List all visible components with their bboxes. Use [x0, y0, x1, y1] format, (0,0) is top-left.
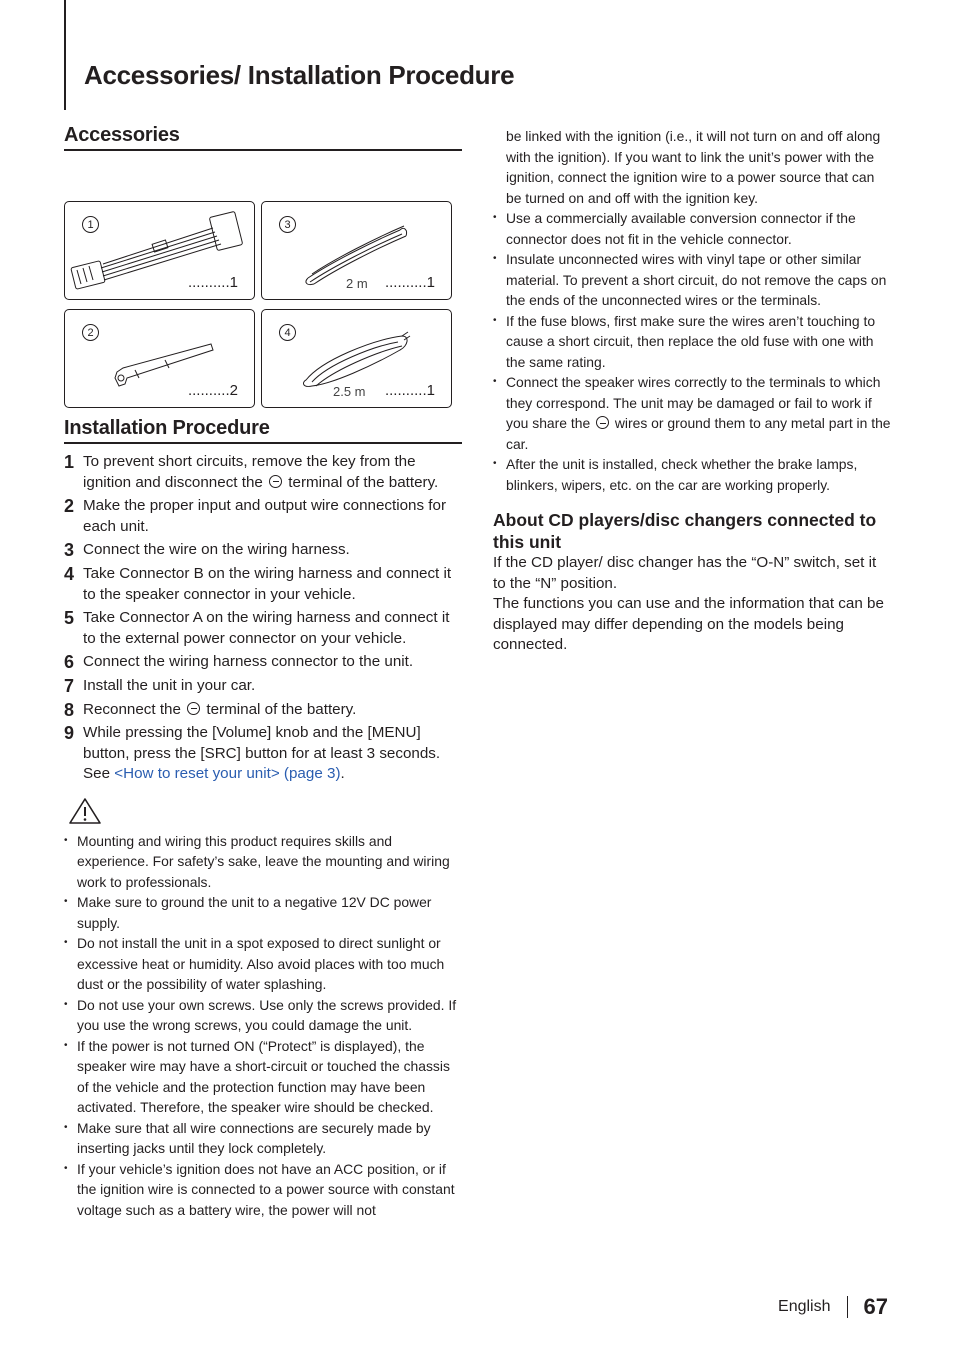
caution-note: • Mounting and wiring this product requires skills and experience. For safety’s sake, leave the mounting and wiring work to professionals. [64, 831, 462, 893]
step-number: 9 [64, 723, 75, 744]
left-column [64, 124, 462, 1220]
caution-note: • Do not use your own screws. Use only the screws provided. If you use the wrong screws, you could damage the unit. [64, 995, 462, 1036]
accessory-item-2 [64, 309, 255, 408]
caution-note: • Insulate unconnected wires with vinyl tape or other similar material. To prevent a short circuit, do not remove the caps on the ends of the unconnected wires or the terminals. [493, 249, 893, 311]
step-text: Install the unit in your car. [83, 676, 256, 694]
step-7 [64, 676, 462, 697]
accessory-number: 3 [279, 216, 296, 233]
footer-divider [847, 1296, 848, 1318]
caution-notes-right [493, 126, 893, 495]
caution-note: • Use a commercially available conversion connector if the connector does not fit in the vehicle connector. [493, 208, 893, 249]
note-text-part: wires or ground them to any metal part in the car. [506, 415, 891, 452]
step-4 [64, 564, 462, 605]
step-text-part: . [340, 765, 345, 783]
cd-paragraph: The functions you can use and the information that can be displayed may differ depending on the models being connected. [493, 595, 884, 653]
step-number: 3 [64, 540, 75, 561]
accessory-length: 2 m [346, 276, 368, 291]
installation-heading: Installation Procedure [64, 417, 462, 444]
step-2 [64, 496, 462, 537]
step-number: 4 [64, 563, 75, 584]
accessory-quantity: ..........1 [384, 382, 435, 399]
accessory-item-1 [64, 201, 255, 300]
note-text-part: Connect the speaker wires correctly to the terminals to which they correspond. The unit may be damaged or fail to work if you share the [506, 374, 881, 431]
reset-unit-link[interactable]: <How to reset your unit> (page 3) [114, 765, 341, 783]
step-text: Take Connector B on the wiring harness and connect it to the speaker connector in your vehicle. [83, 564, 452, 603]
accessory-number: 2 [82, 324, 99, 341]
step-text: Make the proper input and output wire connections for each unit. [83, 497, 447, 535]
accessory-quantity: ..........1 [384, 274, 435, 291]
step-text-part: terminal of the battery. [202, 700, 357, 718]
cd-section-heading: About CD players/disc changers connected to this unit [493, 510, 877, 552]
caution-note: • If your vehicle’s ignition does not have an ACC position, or if the ignition wire is connected to a power source with constant voltage such as a battery wire, the power will not [64, 1159, 462, 1221]
step-5 [64, 608, 462, 649]
warning-triangle-icon [68, 797, 102, 825]
step-text: Connect the wiring harness connector to the unit. [83, 653, 414, 671]
step-text-part: To prevent short circuits, remove the key from the ignition and disconnect the [83, 453, 416, 491]
step-text-part: Reconnect the [83, 700, 186, 718]
accessory-number: 1 [82, 216, 99, 233]
installation-steps [64, 452, 462, 785]
accessories-grid [64, 167, 462, 399]
accessory-item-3 [261, 201, 452, 300]
accessory-number: 4 [279, 324, 296, 341]
step-8 [64, 700, 462, 721]
accessory-quantity: ..........1 [187, 274, 238, 291]
step-number: 2 [64, 496, 75, 517]
caution-note [493, 372, 893, 454]
step-text: Connect the wire on the wiring harness. [83, 541, 350, 559]
footer-language: English [778, 1298, 831, 1315]
page-number: 67 [863, 1294, 888, 1319]
accessories-heading: Accessories [64, 124, 462, 151]
step-text [83, 700, 462, 721]
step-number: 7 [64, 675, 75, 696]
cd-paragraph: If the CD player/ disc changer has the “O-N” switch, set it to the “N” position. [493, 554, 877, 592]
step-number: 8 [64, 699, 75, 720]
caution-note: • If the power is not turned ON (“Protect” is displayed), the speaker wire may have a short-circuit or touched the chassis of the vehicle and the protection function may have been activated. Therefore, the speaker wire should be checked. [64, 1036, 462, 1118]
right-column [493, 126, 893, 656]
step-text [83, 723, 462, 785]
caution-note: • Make sure that all wire connections are securely made by inserting jacks until they lock completely. [64, 1118, 462, 1159]
step-1 [64, 452, 462, 493]
page-title: Accessories/ Installation Procedure [84, 60, 515, 90]
accessory-quantity: ..........2 [187, 382, 238, 399]
step-text-part: terminal of the battery. [284, 473, 439, 491]
minus-terminal-icon [187, 702, 200, 715]
step-number: 5 [64, 608, 75, 629]
step-text-part: While pressing the [Volume] knob and the [MENU] button, press the [SRC] button for at least 3 seconds. See [83, 724, 441, 783]
accessory-length: 2.5 m [333, 384, 366, 399]
step-text: Take Connector A on the wiring harness and connect it to the external power connector on your vehicle. [83, 609, 450, 647]
step-number: 1 [64, 452, 75, 472]
step-6 [64, 652, 462, 673]
caution-notes-left [64, 831, 462, 1221]
minus-terminal-icon [269, 475, 282, 488]
caution-note: • Do not install the unit in a spot exposed to direct sunlight or excessive heat or humidity. Also avoid places with too much dust or the possibility of water splashing. [64, 933, 462, 995]
caution-note-continued: be linked with the ignition (i.e., it will not turn on and off along with the ignition). If you want to link the unit’s power with the ignition, connect the ignition wire to a power source that can be turned on and off with the ignition key. [506, 128, 881, 206]
minus-terminal-icon [596, 416, 609, 429]
step-3 [64, 540, 462, 561]
caution-note: • Make sure to ground the unit to a negative 12V DC power supply. [64, 892, 462, 933]
step-9 [64, 723, 462, 785]
caution-note: • After the unit is installed, check whether the brake lamps, blinkers, wipers, etc. on the car are working properly. [493, 454, 893, 495]
step-text [83, 452, 462, 493]
page-footer [778, 1294, 888, 1320]
caution-note: • If the fuse blows, first make sure the wires aren’t touching to cause a short circuit, then replace the old fuse with one with the same rating. [493, 311, 893, 373]
accessory-item-4 [261, 309, 452, 408]
step-number: 6 [64, 652, 75, 673]
header-rule [64, 0, 66, 110]
